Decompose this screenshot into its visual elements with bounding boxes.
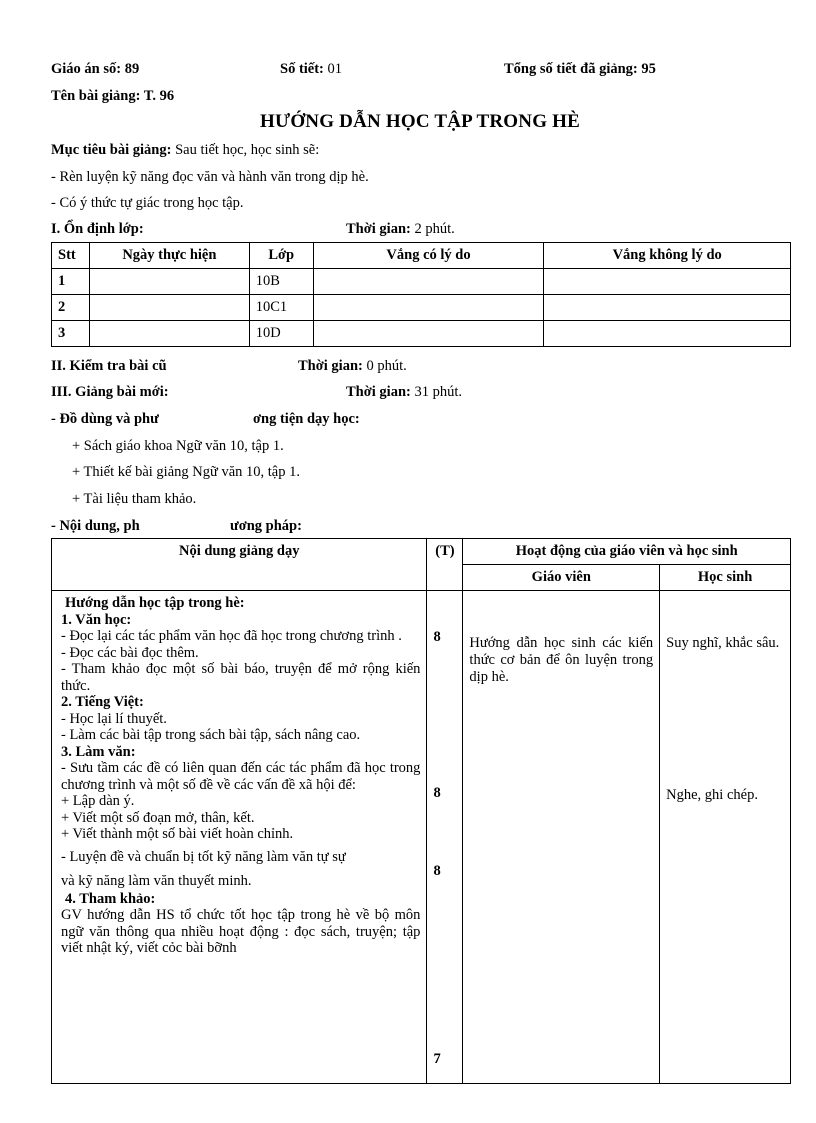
lesson-plan-number: [51, 61, 139, 78]
total-periods-label: Tổng số tiết đã giảng:: [504, 61, 638, 77]
time-value: 8: [433, 629, 441, 645]
header-excused: Vắng có lý do: [313, 243, 544, 269]
teacher-cell: [463, 591, 660, 1084]
content-line: - Sưu tầm các đề có liên quan đến các tác phẩm đã học trong chương trình và một số đề về các vấn đề xã hội để:: [61, 760, 421, 793]
header-content: Nội dung giảng dạy: [52, 539, 427, 591]
row-class: 10B: [249, 269, 313, 295]
objectives-label: Mục tiêu bài giảng:: [51, 142, 172, 158]
row-unexcused: [544, 295, 791, 321]
content-line: + Viết một số đoạn mở, thân, kết.: [61, 809, 255, 826]
section-1-time-label: Thời gian:: [346, 221, 411, 237]
materials-label-a: - Đồ dùng và phư: [51, 411, 159, 427]
header-unexcused: Vắng không lý do: [544, 243, 791, 269]
section-heading-reference: 4. Tham khảo:: [65, 890, 156, 907]
section-1-time-value: 2 phút.: [410, 221, 455, 237]
objective-item: - Có ý thức tự giác trong học tập.: [51, 195, 244, 211]
content-line: GV hướng dẫn HS tổ chức tốt học tập trong hè về bộ môn ngữ văn thông qua nhiều hoạt động : đọc sách, truyện; tập viết nhật ký, viết cỏc bài bỡnh: [61, 907, 421, 956]
header-activity: Hoạt động của giáo viên và học sinh: [463, 539, 791, 565]
section-heading-writing: 3. Làm văn:: [61, 743, 136, 760]
lesson-header-row: [52, 539, 791, 565]
content-line: - Đọc lại các tác phẩm văn học đã học trong chương trình .: [61, 628, 402, 644]
student-cell: [660, 591, 791, 1084]
row-date: [89, 295, 249, 321]
row-excused: [313, 269, 544, 295]
table-row: [52, 269, 791, 295]
methods-label-b: ương pháp:: [230, 518, 302, 534]
lesson-plan-label: Giáo án số:: [51, 61, 122, 77]
header-time: (T): [427, 539, 463, 591]
content-line: + Viết thành một số bài viết hoàn chỉnh.: [61, 826, 294, 842]
content-line: - Đọc các bài đọc thêm.: [61, 644, 199, 661]
periods: [280, 61, 342, 78]
material-item: + Tài liệu tham khảo.: [72, 491, 197, 507]
row-excused: [313, 321, 544, 347]
content-line: - Làm các bài tập trong sách bài tập, sách nâng cao.: [61, 727, 361, 743]
row-stt: 2: [52, 295, 90, 321]
time-value: 7: [433, 1051, 441, 1067]
section-3-time-value: 31 phút.: [410, 384, 462, 400]
methods-label-a: - Nội dung, ph: [51, 518, 140, 534]
header-class: Lớp: [249, 243, 313, 269]
table-row: [52, 295, 791, 321]
row-date: [89, 321, 249, 347]
table-row: [52, 321, 791, 347]
material-item: + Sách giáo khoa Ngữ văn 10, tập 1.: [72, 438, 284, 454]
content-line: - Luyện đề và chuẩn bị tốt kỹ năng làm văn tự sự: [61, 848, 346, 865]
attendance-header-row: [52, 243, 791, 269]
header-teacher: Giáo viên: [463, 565, 660, 591]
time-value: 8: [433, 863, 441, 879]
page-title: HƯỚNG DẪN HỌC TẬP TRONG HÈ: [260, 111, 580, 132]
row-unexcused: [544, 321, 791, 347]
content-line: và kỹ năng làm văn thuyết minh.: [61, 872, 252, 889]
periods-label: Số tiết:: [280, 61, 324, 77]
row-date: [89, 269, 249, 295]
lesson-plan-value: 89: [124, 61, 140, 77]
total-periods: [504, 61, 656, 78]
section-3-label: III. Giảng bài mới:: [51, 384, 169, 400]
content-line: - Học lại lí thuyết.: [61, 710, 167, 727]
section-3-time-label: Thời gian:: [346, 384, 411, 400]
section-1-label: I. Ổn định lớp:: [51, 221, 144, 237]
time-value: 8: [433, 785, 441, 801]
row-unexcused: [544, 269, 791, 295]
content-line: - Tham khảo đọc một số bài báo, truyện để mở rộng kiến thức.: [61, 661, 421, 694]
section-3-time: [346, 384, 462, 401]
material-item: + Thiết kế bài giảng Ngữ văn 10, tập 1.: [72, 464, 300, 480]
section-heading-vietnamese: 2. Tiếng Việt:: [61, 694, 144, 710]
total-periods-value: 95: [641, 61, 656, 77]
row-class: 10D: [249, 321, 313, 347]
section-heading-literature: 1. Văn học:: [61, 611, 132, 628]
objectives-intro: Sau tiết học, học sinh sẽ:: [171, 142, 320, 158]
header-student: Học sinh: [660, 565, 791, 591]
section-2-time: [298, 358, 407, 375]
row-stt: 1: [52, 269, 90, 295]
table-row: [52, 591, 791, 1084]
lesson-table: [51, 538, 791, 1084]
student-activity: Suy nghĩ, khắc sâu.: [666, 635, 780, 651]
row-excused: [313, 295, 544, 321]
header-stt: Stt: [52, 243, 90, 269]
header-date: Ngày thực hiện: [89, 243, 249, 269]
section-2-label: II. Kiểm tra bài cũ: [51, 358, 167, 374]
teacher-activity: Hướng dẫn học sinh các kiến thức cơ bản để ôn luyện trong dịp hè.: [469, 635, 654, 685]
content-cell: [52, 591, 427, 1084]
lesson-name: Tên bài giảng: T. 96: [51, 88, 175, 104]
row-class: 10C1: [249, 295, 313, 321]
row-stt: 3: [52, 321, 90, 347]
objectives-line: [51, 142, 319, 159]
objective-item: - Rèn luyện kỹ năng đọc văn và hành văn trong dịp hè.: [51, 169, 369, 185]
section-2-time-value: 0 phút.: [362, 358, 407, 374]
periods-value: 01: [327, 61, 343, 77]
content-line: + Lập dàn ý.: [61, 793, 135, 809]
student-activity: Nghe, ghi chép.: [666, 787, 758, 803]
section-1-time: [346, 221, 455, 238]
main-heading: Hướng dẫn học tập trong hè:: [65, 595, 245, 611]
attendance-table: [51, 242, 791, 347]
time-cell: [427, 591, 463, 1084]
materials-label-b: ơng tiện dạy học:: [253, 411, 360, 427]
section-2-time-label: Thời gian:: [298, 358, 363, 374]
